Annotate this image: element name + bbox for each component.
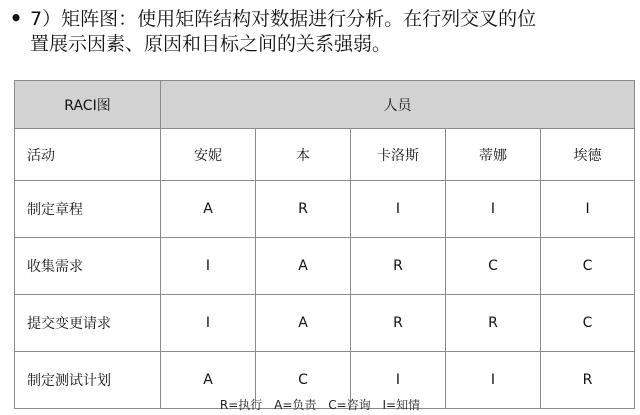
person-header-cell: 安妮 bbox=[161, 129, 256, 181]
person-header-cell: 卡洛斯 bbox=[351, 129, 446, 181]
raci-value-cell: I bbox=[446, 181, 541, 238]
people-row bbox=[15, 129, 635, 181]
raci-value-cell: R bbox=[446, 295, 541, 352]
raci-matrix-table bbox=[14, 80, 635, 409]
heading-line-2: 置展示因素、原因和目标之间的关系强弱。 bbox=[30, 33, 392, 55]
table-row bbox=[15, 238, 635, 295]
table-row bbox=[15, 181, 635, 238]
raci-value-cell: R bbox=[351, 295, 446, 352]
table-row bbox=[15, 295, 635, 352]
person-header-cell: 本 bbox=[256, 129, 351, 181]
corner-header-cell: RACI图 bbox=[15, 81, 161, 129]
raci-value-cell: I bbox=[351, 352, 446, 409]
raci-value-cell: I bbox=[541, 181, 635, 238]
raci-value-cell: C bbox=[541, 295, 635, 352]
heading-line-1 bbox=[9, 6, 630, 32]
heading-line-1-text: 7）矩阵图：使用矩阵结构对数据进行分析。在行列交叉的位 bbox=[30, 8, 537, 30]
legend-item: I=知情 bbox=[382, 398, 421, 412]
activity-cell: 制定测试计划 bbox=[15, 352, 161, 409]
raci-value-cell: R bbox=[541, 352, 635, 409]
person-header-cell: 埃德 bbox=[541, 129, 635, 181]
bullet-icon: • bbox=[9, 6, 23, 30]
people-header-cell: 人员 bbox=[161, 81, 635, 129]
legend bbox=[0, 396, 640, 413]
raci-value-cell: I bbox=[446, 352, 541, 409]
raci-value-cell: A bbox=[256, 238, 351, 295]
raci-value-cell: C bbox=[446, 238, 541, 295]
raci-value-cell: A bbox=[161, 181, 256, 238]
activity-header-cell: 活动 bbox=[15, 129, 161, 181]
legend-item: C=咨询 bbox=[328, 398, 371, 412]
raci-value-cell: I bbox=[351, 181, 446, 238]
person-header-cell: 蒂娜 bbox=[446, 129, 541, 181]
raci-value-cell: C bbox=[256, 352, 351, 409]
raci-value-cell: I bbox=[161, 238, 256, 295]
raci-value-cell: R bbox=[256, 181, 351, 238]
raci-value-cell: I bbox=[161, 295, 256, 352]
legend-item: R=执行 bbox=[219, 398, 263, 412]
activity-cell: 提交变更请求 bbox=[15, 295, 161, 352]
raci-value-cell: C bbox=[541, 238, 635, 295]
slide-heading bbox=[9, 6, 630, 57]
legend-item: A=负责 bbox=[274, 398, 317, 412]
activity-cell: 制定章程 bbox=[15, 181, 161, 238]
raci-value-cell: R bbox=[351, 238, 446, 295]
activity-cell: 收集需求 bbox=[15, 238, 161, 295]
raci-value-cell: A bbox=[161, 352, 256, 409]
raci-value-cell: A bbox=[256, 295, 351, 352]
